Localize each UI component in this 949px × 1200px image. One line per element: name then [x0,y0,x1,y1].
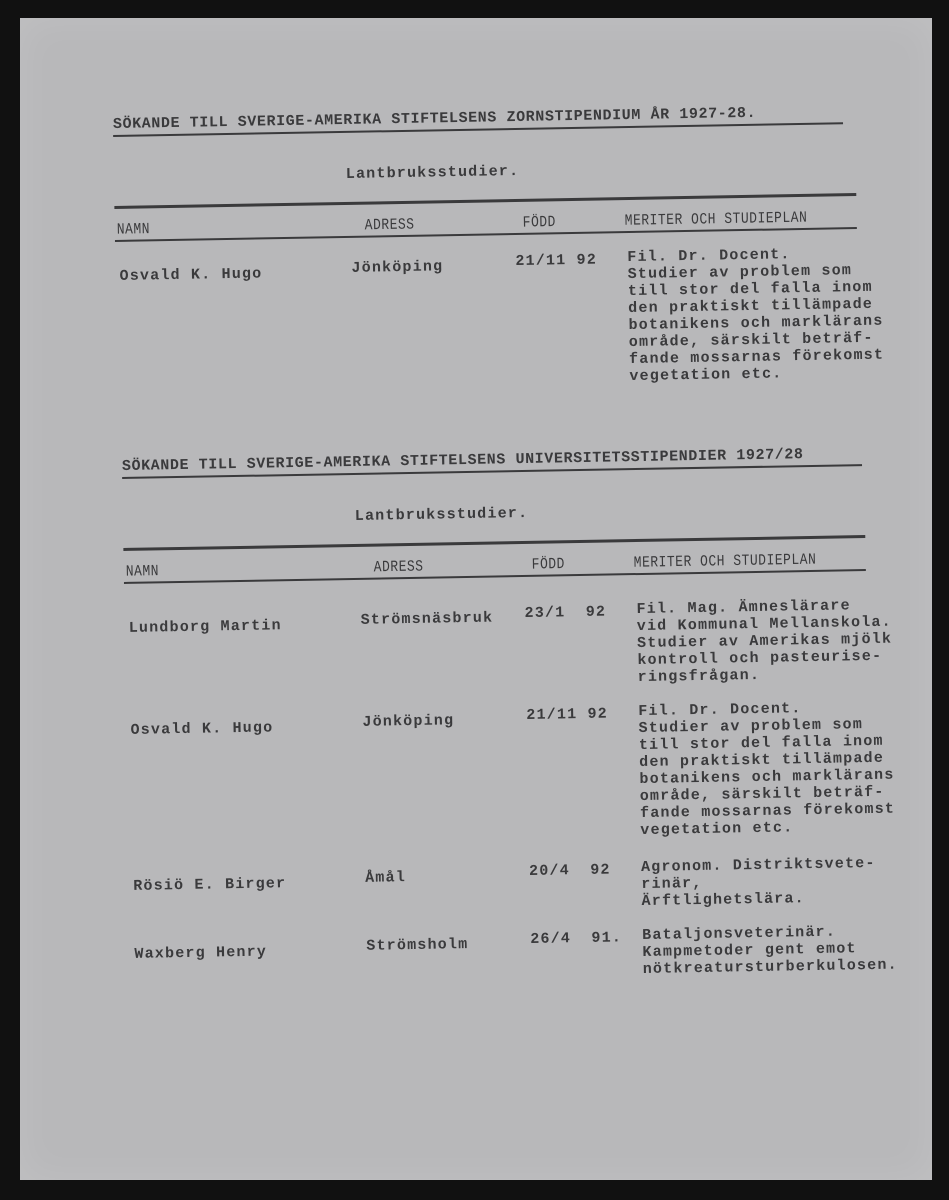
applicant-name: Rösiö E. Birger [133,875,287,895]
merits-line: vegetation etc. [640,819,794,840]
merits-line: Kampmetoder gent emot [642,940,857,961]
applicant-address: Åmål [365,869,407,887]
merits-line: till stor del falla inom [627,278,873,301]
applicant-name: Osvald K. Hugo [130,719,274,739]
merits-line: rinär, [641,874,703,893]
merits-line: ringsfrågan. [637,666,761,687]
merits-line: Fil. Mag. Ämneslärare [636,597,851,619]
column-header-address: ADRESS [364,215,415,235]
merits-line: kontroll och pasteurise- [637,647,883,670]
merits-line: Fil. Dr. Docent. [638,700,802,721]
applicant-merits [627,245,884,385]
applicant-name: Osvald K. Hugo [119,265,263,285]
merits-line: till stor del falla inom [638,732,884,755]
merits-line: fande mossarnas förekomst [639,800,896,823]
column-header-born: FÖDD [531,554,566,574]
divider-rule [114,193,856,209]
merits-line: den praktiskt tillämpade [639,749,885,772]
section-subtitle: Lantbruksstudier. [354,504,529,525]
section-title: SÖKANDE TILL SVERIGE-AMERIKA STIFTELSENS UNIVERSITETSSTIPENDIER 1927/28 [121,446,804,475]
applicant-born: 21/11 92 [526,705,609,724]
divider-rule [123,535,865,551]
merits-line: område, särskilt beträf- [639,783,885,806]
applicant-merits [642,923,898,978]
merits-line: Ärftlighetslära. [641,890,805,910]
column-header-merits: MERITER OCH STUDIEPLAN [624,208,808,230]
merits-line: Agronom. Distriktsvete- [640,854,876,877]
applicant-born: 23/1 92 [524,603,607,622]
column-header-merits: MERITER OCH STUDIEPLAN [633,550,817,572]
applicant-name: Waxberg Henry [134,943,268,963]
section-subtitle: Lantbruksstudier. [345,162,520,183]
header-underline [115,227,857,242]
merits-line: vegetation etc. [629,365,783,386]
header-underline [124,569,866,584]
merits-line: vid Kommunal Mellanskola. [636,613,892,636]
applicant-address: Strömsholm [366,936,469,955]
applicant-born: 21/11 92 [515,251,598,270]
merits-line: botanikens och marklärans [628,312,884,335]
applicant-born: 26/4 91. [530,929,623,948]
applicant-merits [636,597,892,686]
column-header-born: FÖDD [522,212,557,232]
section-title: SÖKANDE TILL SVERIGE-AMERIKA STIFTELSENS ZORNSTIPENDIUM ÅR 1927-28. [112,104,757,133]
merits-line: Bataljonsveterinär. [642,923,837,944]
applicant-merits [641,855,876,910]
merits-line: Studier av problem som [638,716,864,738]
column-header-name: NAMN [116,219,151,239]
column-header-name: NAMN [125,561,160,581]
applicant-merits [638,699,895,839]
merits-line: Studier av Amerikas mjölk [636,630,893,653]
applicant-name: Lundborg Martin [128,617,282,637]
applicant-born: 20/4 92 [528,861,611,880]
merits-line: nötkreatursturberkulosen. [642,956,898,978]
applicant-address: Jönköping [362,712,455,731]
column-header-address: ADRESS [373,557,424,577]
merits-line: Fil. Dr. Docent. [627,246,791,267]
applicant-address: Jönköping [351,258,444,277]
merits-line: område, särskilt beträf- [628,329,874,352]
merits-line: fande mossarnas förekomst [628,346,885,369]
applicant-address: Strömsnäsbruk [360,609,494,629]
merits-line: Studier av problem som [627,262,853,284]
merits-line: botanikens och marklärans [639,766,895,789]
merits-line: den praktiskt tillämpade [628,295,874,318]
